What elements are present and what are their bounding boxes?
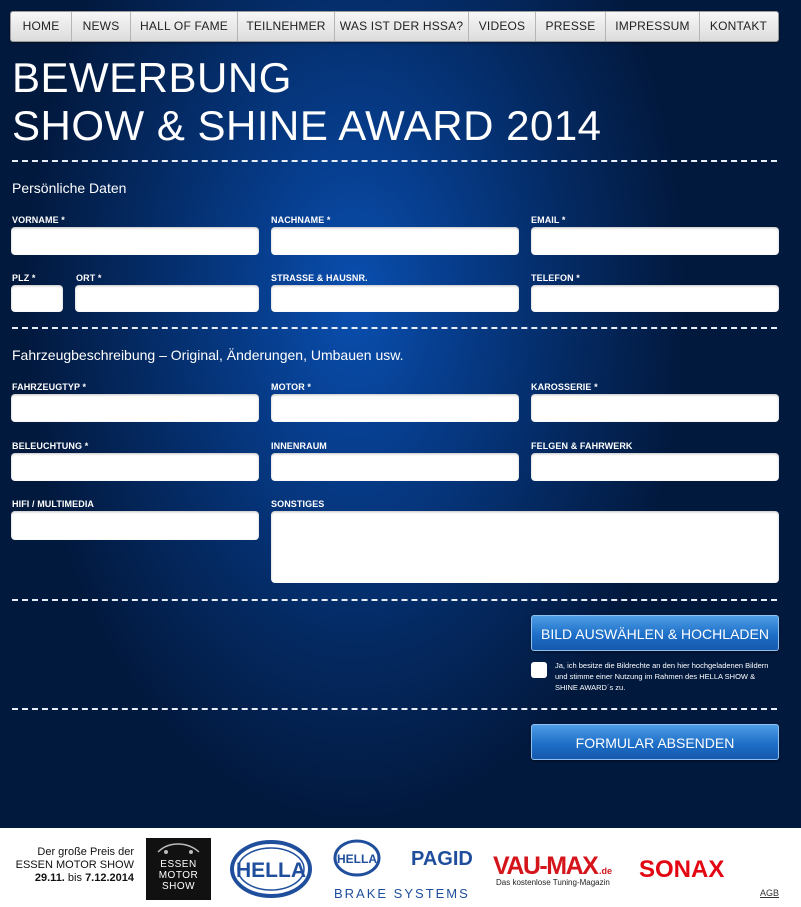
- telefon-field[interactable]: [531, 285, 779, 312]
- page-title-line2: SHOW & SHINE AWARD 2014: [12, 102, 602, 149]
- vorname-field[interactable]: [11, 227, 259, 255]
- submit-form-button[interactable]: FORMULAR ABSENDEN: [531, 724, 779, 760]
- email-label: EMAIL *: [531, 215, 566, 225]
- page-title: [12, 54, 602, 150]
- motor-label: MOTOR *: [271, 382, 312, 392]
- nachname-label: NACHNAME *: [271, 215, 331, 225]
- divider: [12, 708, 777, 710]
- nav-teilnehmer[interactable]: TEILNEHMER: [238, 12, 335, 41]
- hella-pagid-brand-text: HELLA: [337, 852, 377, 866]
- consent-checkbox[interactable]: [531, 662, 547, 678]
- sonax-text: SONAX: [639, 856, 725, 882]
- ems-dates: [12, 872, 134, 885]
- sonstiges-label: SONSTIGES: [271, 499, 325, 509]
- motor-field[interactable]: [271, 394, 519, 422]
- page-title-line1: BEWERBUNG: [12, 54, 292, 101]
- hifi-label: HIFI / MULTIMEDIA: [12, 499, 95, 509]
- ems-date-end: 7.12.2014: [85, 872, 134, 884]
- ems-date-start: 29.11.: [34, 872, 65, 884]
- hella-logo-text: HELLA: [236, 859, 306, 882]
- essen-motor-show-logo[interactable]: [146, 838, 211, 900]
- sonstiges-textarea[interactable]: [271, 511, 779, 583]
- nav-presse[interactable]: PRESSE: [536, 12, 606, 41]
- nav-was-ist-der-hssa[interactable]: WAS IST DER HSSA?: [335, 12, 469, 41]
- divider: [12, 327, 777, 329]
- ort-label: ORT *: [76, 273, 102, 283]
- agb-link[interactable]: AGB: [760, 888, 780, 898]
- telefon-label: TELEFON *: [531, 273, 580, 283]
- karosserie-field[interactable]: [531, 394, 779, 422]
- divider: [12, 599, 777, 601]
- plz-field[interactable]: [11, 285, 63, 312]
- brake-systems-text: BRAKE SYSTEMS: [334, 886, 470, 901]
- car-silhouette-icon: [146, 838, 211, 856]
- vorname-label: VORNAME *: [12, 215, 65, 225]
- section-personal-heading: Persönliche Daten: [12, 180, 127, 196]
- ems-line1: Der große Preis der: [37, 846, 134, 858]
- hella-pagid-logo[interactable]: [333, 838, 477, 902]
- ems-logo-word1: ESSEN: [160, 859, 197, 870]
- nachname-field[interactable]: [271, 227, 519, 255]
- karosserie-label: KAROSSERIE *: [531, 382, 598, 392]
- nav-home[interactable]: HOME: [11, 12, 72, 41]
- upload-image-button[interactable]: BILD AUSWÄHLEN & HOCHLADEN: [531, 615, 779, 651]
- strasse-label: STRASSE & HAUSNR.: [271, 273, 368, 283]
- ems-logo-word2: MOTOR: [158, 870, 199, 881]
- vaumax-subtitle: Das kostenlose Tuning-Magazin: [496, 878, 610, 887]
- fahrzeugtyp-label: FAHRZEUGTYP *: [12, 382, 87, 392]
- innenraum-label: INNENRAUM: [271, 441, 327, 451]
- pagid-text: PAGID: [411, 848, 473, 870]
- divider: [12, 160, 777, 162]
- email-field[interactable]: [531, 227, 779, 255]
- beleuchtung-field[interactable]: [11, 453, 259, 481]
- nav-news[interactable]: NEWS: [72, 12, 131, 41]
- nav-hall-of-fame[interactable]: HALL OF FAME: [131, 12, 238, 41]
- main-nav: [10, 11, 779, 42]
- ems-promo-text: [12, 846, 134, 885]
- innenraum-field[interactable]: [271, 453, 519, 481]
- section-vehicle-heading: Fahrzeugbeschreibung – Original, Änderungen, Umbauen usw.: [12, 347, 404, 363]
- nav-videos[interactable]: VIDEOS: [469, 12, 536, 41]
- ems-logo-word3: SHOW: [161, 881, 196, 892]
- ems-date-sep: bis: [64, 872, 86, 884]
- hifi-field[interactable]: [11, 511, 259, 540]
- vaumax-logo[interactable]: [492, 848, 620, 890]
- ort-field[interactable]: [75, 285, 259, 312]
- beleuchtung-label: BELEUCHTUNG *: [12, 441, 89, 451]
- fahrzeugtyp-field[interactable]: [11, 394, 259, 422]
- hella-logo[interactable]: [230, 840, 312, 898]
- vaumax-text: VAU-MAX: [493, 852, 598, 880]
- nav-kontakt[interactable]: KONTAKT: [709, 19, 768, 33]
- ems-line2: ESSEN MOTOR SHOW: [15, 859, 134, 871]
- plz-label: PLZ *: [12, 273, 36, 283]
- consent-text: Ja, ich besitze die Bildrechte an den hier hochgeladenen Bildern und stimme einer Nutzung im Rahmen des HELLA SHOW & SHINE AWARD´s zu.: [555, 661, 769, 692]
- nav-impressum[interactable]: IMPRESSUM: [606, 12, 700, 41]
- sonax-logo[interactable]: [638, 854, 740, 882]
- felgen-label: FELGEN & FAHRWERK: [531, 441, 633, 451]
- felgen-field[interactable]: [531, 453, 779, 481]
- strasse-field[interactable]: [271, 285, 519, 312]
- vaumax-de-text: .de: [599, 866, 613, 876]
